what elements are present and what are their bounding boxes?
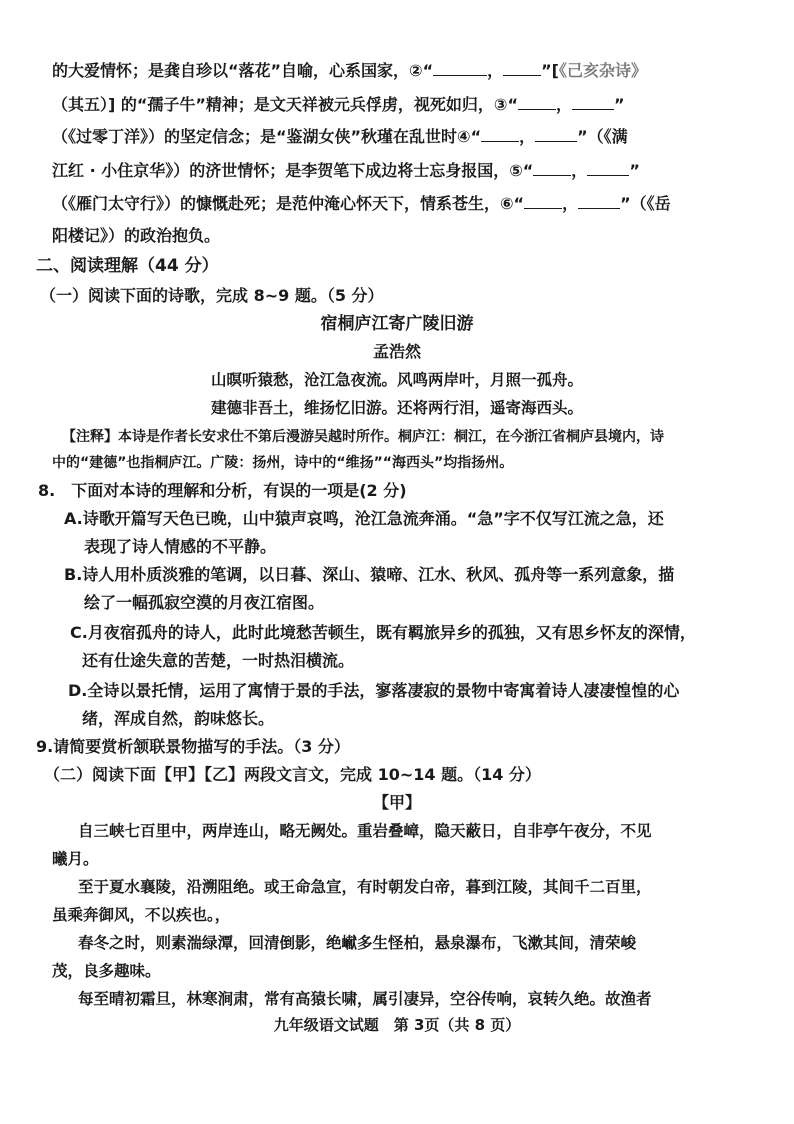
q8-option-a: A.诗歌开篇写天色已晚，山中猿声哀鸣，沧江急流奔涌。“急”字不仅写江流之急，还 xyxy=(64,509,664,528)
recall-text: ， xyxy=(519,127,536,146)
recall-line-2 xyxy=(52,94,625,116)
q8-option-d-cont: 绪，浑成自然，韵味悠长。 xyxy=(82,709,275,728)
poem-line-2: 建德非吾土，维扬忆旧游。还将两行泪，遥寄海西头。 xyxy=(210,398,583,417)
q8-option-c: C.月夜宿孤舟的诗人，此时此境愁苦顿生，既有羁旅异乡的孤独，又有思乡怀友的深情， xyxy=(70,623,696,642)
recall-text: ” xyxy=(629,161,640,180)
poem-note-line-1: 【注释】本诗是作者长安求仕不第后漫游吴越时所作。桐庐江：桐江，在今浙江省桐庐县境内，诗 xyxy=(62,429,664,445)
recall-text: ” xyxy=(614,95,625,114)
passage-p2-line-2: 虽乘奔御风，不以疾也。， xyxy=(52,905,231,924)
page-footer: 九年级语文试题 第 3页（共 8 页） xyxy=(273,1016,521,1034)
poem-line-1: 山暝听猿愁，沧江急夜流。风鸣两岸叶，月照一孤舟。 xyxy=(210,370,583,389)
poem-note-line-2: 中的“建德”也指桐庐江。广陵：扬州，诗中的“维扬”“海西头”均指扬州。 xyxy=(52,455,514,471)
recall-text: 的大爱情怀；是龚自珍以“落花”自喻，心系国家，②“ xyxy=(52,61,434,80)
recall-text: ”（《岳 xyxy=(620,194,671,213)
answer-blank[interactable] xyxy=(533,161,571,176)
recall-line-5 xyxy=(52,193,671,215)
recall-text: （其五）] 的“孺子牛”精神；是文天祥被元兵俘虏，视死如归，③“ xyxy=(52,95,518,114)
question-9: 9.请简要赏析颔联景物描写的手法。（3 分） xyxy=(36,737,350,756)
passage-p1-line-2: 曦月。 xyxy=(52,849,99,868)
answer-blank[interactable] xyxy=(572,95,614,110)
recall-line-3 xyxy=(52,126,628,148)
answer-blank[interactable] xyxy=(535,127,577,142)
part1-heading: （一）阅读下面的诗歌，完成 8~9 题。（5 分） xyxy=(40,286,384,305)
passage-p2-line-1: 至于夏水襄陵，沿溯阻绝。或王命急宣，有时朝发白帝，暮到江陵，其间千二百里， xyxy=(78,877,652,896)
poem-author: 孟浩然 xyxy=(372,342,421,361)
q8-option-d: D.全诗以景托情，运用了寓情于景的手法，寥落凄寂的景物中寄寓着诗人凄凄惶惶的心 xyxy=(68,681,680,700)
q8-option-a-cont: 表现了诗人情感的不平静。 xyxy=(84,537,277,556)
q8-option-b-cont: 绘了一幅孤寂空漠的月夜江宿图。 xyxy=(84,593,325,612)
section-title: 二、阅读理解（44 分） xyxy=(36,256,219,276)
passage-jia-label: 【甲】 xyxy=(372,793,421,812)
answer-blank[interactable] xyxy=(433,61,487,76)
q8-option-c-cont: 还有仕途失意的苦楚，一时热泪横流。 xyxy=(82,651,355,670)
recall-line-4 xyxy=(52,160,640,182)
recall-line-6: 阳楼记》）的政治抱负。 xyxy=(52,226,221,245)
answer-blank[interactable] xyxy=(518,95,556,110)
passage-p3-line-1: 春冬之时，则素湍绿潭，回清倒影，绝𪩘多生怪柏，悬泉瀑布，飞漱其间，清荣峻 xyxy=(78,933,637,952)
recall-line-1 xyxy=(52,60,647,82)
answer-blank[interactable] xyxy=(578,194,620,209)
recall-text: ”（《满 xyxy=(577,127,628,146)
recall-text: ， xyxy=(571,161,588,180)
source-title: 《己亥杂诗》 xyxy=(558,61,647,80)
passage-p3-line-2: 茂，良多趣味。 xyxy=(52,961,161,980)
answer-blank[interactable] xyxy=(524,194,562,209)
recall-text: ， xyxy=(487,61,504,80)
answer-blank[interactable] xyxy=(587,161,629,176)
recall-text: ”[ xyxy=(541,61,559,80)
passage-p4-line-1: 每至晴初霜旦，林寒涧肃，常有高猿长啸，属引凄异，空谷传响，哀转久绝。故渔者 xyxy=(78,989,652,1008)
recall-text: （《过零丁洋》）的坚定信念；是“鉴湖女侠”秋瑾在乱世时④“ xyxy=(52,127,482,146)
recall-text: 江红 · 小住京华》）的济世情怀；是李贺笔下成边将士忘身报国，⑤“ xyxy=(52,161,534,180)
recall-text: ， xyxy=(562,194,579,213)
answer-blank[interactable] xyxy=(481,127,519,142)
part2-heading: （二）阅读下面【甲】【乙】两段文言文，完成 10~14 题。（14 分） xyxy=(44,765,541,784)
poem-title: 宿桐庐江寄广陵旧游 xyxy=(320,314,474,334)
recall-text: ， xyxy=(555,95,572,114)
q8-option-b: B.诗人用朴质淡雅的笔调，以日暮、深山、猿啼、江水、秋风、孤舟等一系列意象，描 xyxy=(64,565,675,584)
answer-blank[interactable] xyxy=(503,61,541,76)
passage-p1-line-1: 自三峡七百里中，两岸连山，略无阙处。重岩叠嶂，隐天蔽日，自非亭午夜分，不见 xyxy=(78,821,652,840)
recall-text: （《雁门太守行》）的慷慨赴死；是范仲淹心怀天下，情系苍生，⑥“ xyxy=(52,194,525,213)
question-8-stem: 8. 下面对本诗的理解和分析，有误的一项是(2 分) xyxy=(38,481,407,500)
